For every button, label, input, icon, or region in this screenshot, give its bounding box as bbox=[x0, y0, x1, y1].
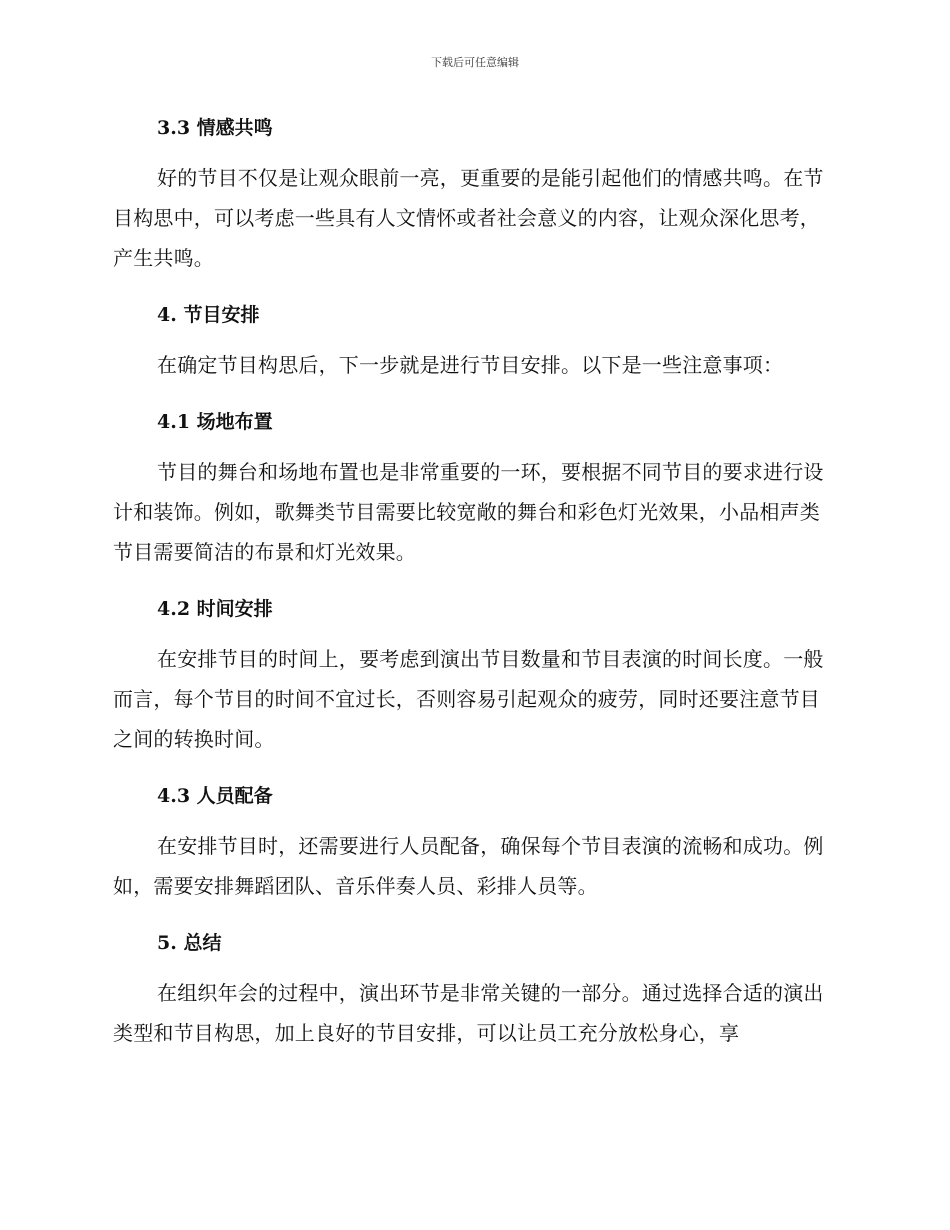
section-heading-4-1: 4.1 场地布置 bbox=[157, 411, 273, 433]
paragraph: 节目的舞台和场地布置也是非常重要的一环，要根据不同节目的要求进行设计和装饰。例如，歌舞类节目需要比较宽敞的舞台和彩色灯光效果，小品相声类节目需要简洁的布景和灯光效果。 bbox=[113, 460, 824, 564]
section-heading-4-2: 4.2 时间安排 bbox=[157, 598, 273, 620]
document-body bbox=[113, 112, 837, 1053]
section-heading-4-3: 4.3 人员配备 bbox=[157, 785, 273, 807]
section-heading-4: 4. 节目安排 bbox=[157, 304, 260, 326]
paragraph: 在组织年会的过程中，演出环节是非常关键的一部分。通过选择合适的演出类型和节目构思，加上良好的节目安排，可以让员工充分放松身心，享 bbox=[113, 981, 824, 1045]
section-heading-5: 5. 总结 bbox=[157, 932, 222, 954]
page-header: 下载后可任意编辑 bbox=[431, 56, 519, 69]
paragraph: 在安排节目时，还需要进行人员配备，确保每个节目表演的流畅和成功。例如，需要安排舞蹈团队、音乐伴奏人员、彩排人员等。 bbox=[113, 834, 824, 898]
paragraph: 在确定节目构思后，下一步就是进行节目安排。以下是一些注意事项： bbox=[157, 353, 784, 377]
paragraph: 在安排节目的时间上，要考虑到演出节目数量和节目表演的时间长度。一般而言，每个节目的时间不宜过长，否则容易引起观众的疲劳，同时还要注意节目之间的转换时间。 bbox=[113, 647, 824, 751]
section-heading-3-3: 3.3 情感共鸣 bbox=[157, 117, 273, 139]
paragraph: 好的节目不仅是让观众眼前一亮，更重要的是能引起他们的情感共鸣。在节目构思中，可以考虑一些具有人文情怀或者社会意义的内容，让观众深化思考，产生共鸣。 bbox=[113, 166, 824, 270]
